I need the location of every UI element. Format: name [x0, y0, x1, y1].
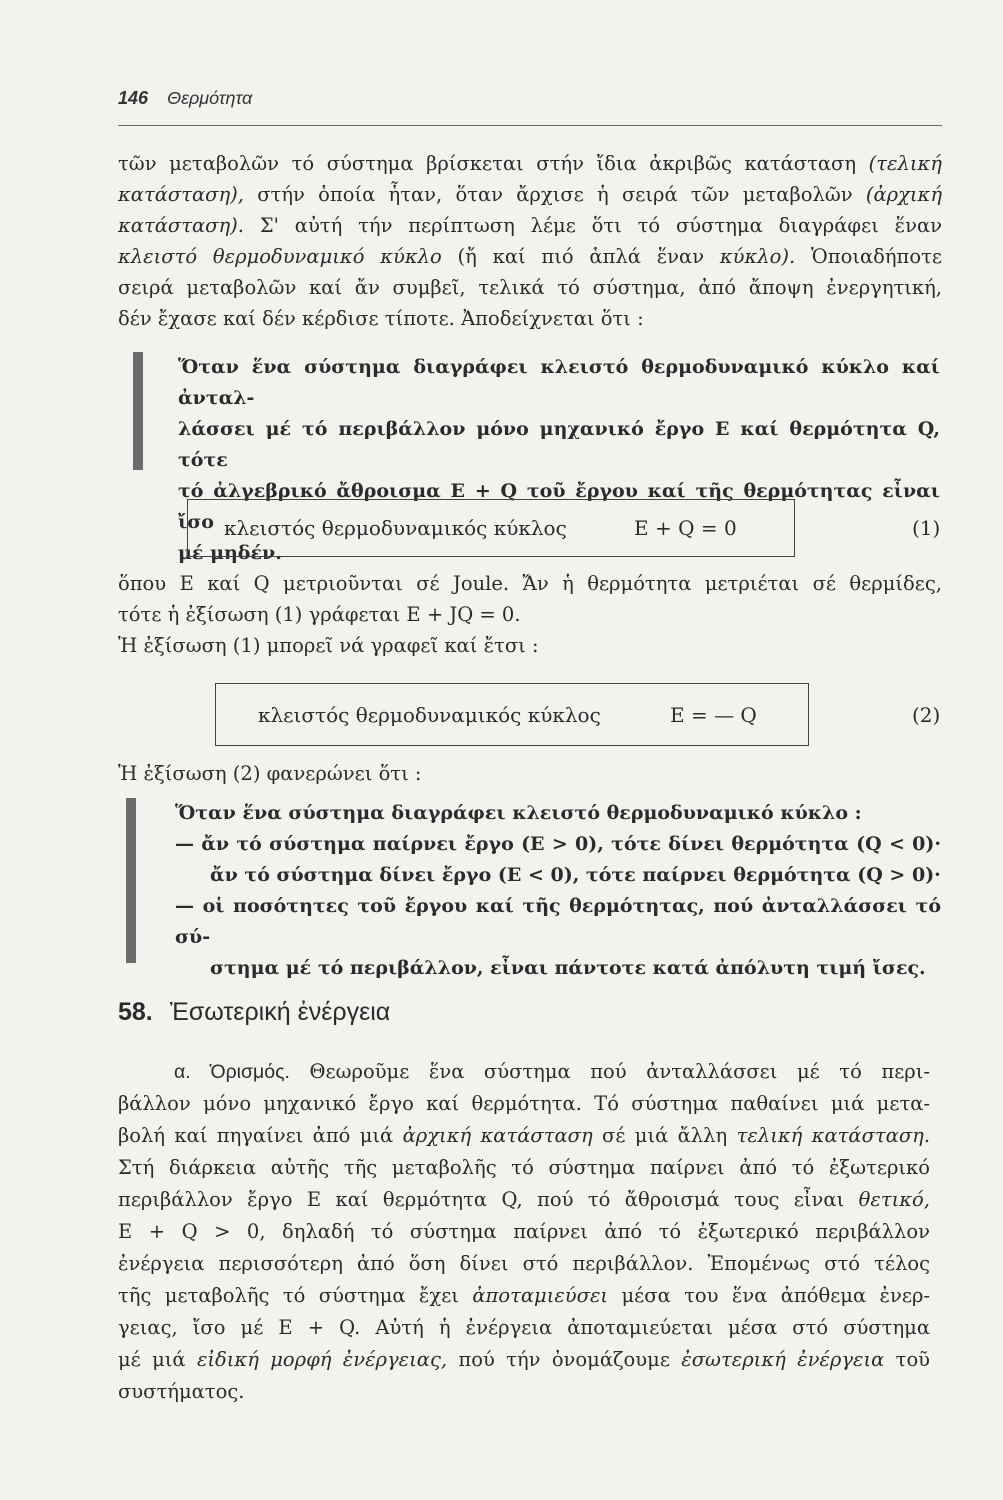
text-line: ὅπου E καί Q μετριοῦνται σέ Joule. Ἄν ἡ θερμότητα μετριέται σέ θερμίδες,: [118, 572, 942, 595]
equation-relation: E + Q = 0: [634, 516, 737, 540]
text-line: βάλλον μόνο μηχανικό ἔργο καί θερμότητα. Τό σύστημα παθαίνει μιά μετα-: [118, 1092, 930, 1115]
section-heading: [118, 998, 390, 1027]
header-rule: [118, 125, 942, 126]
theorem-line: τό ἀλγεβρικό ἄθροισμα E + Q τοῦ ἔργου καί τῆς θερμότητας εἶναι ἴσο: [178, 480, 940, 533]
text-line: μέ μιά εἰδική μορφή ἐνέργειας, πού τήν ὀνομάζουμε ἐσωτερική ἐνέργεια τοῦ: [118, 1348, 931, 1371]
text-line: Ἡ ἐξίσωση (1) μπορεῖ νά γραφεῖ καί ἔτσι :: [118, 634, 539, 657]
theorem-line: Ὅταν ἕνα σύστημα διαγράφει κλειστό θερμοδυναμικό κύκλο :: [175, 802, 862, 824]
theorem-line: Ὅταν ἕνα σύστημα διαγράφει κλειστό θερμοδυναμικό κύκλο καί ἀνταλ-: [178, 356, 940, 409]
text-line: α. Ὁρισμός. Θεωροῦμε ἕνα σύστημα πού ἀνταλλάσσει μέ τό περι-: [174, 1060, 930, 1083]
intro-line: κατάσταση), στήν ὁποία ἦταν, ὅταν ἄρχισε ἡ σειρά τῶν μεταβολῶν (ἀρχική: [118, 183, 943, 206]
text-line: βολή καί πηγαίνει ἀπό μιά ἀρχική κατάσταση σέ μιά ἄλλη τελική κατάσταση.: [118, 1124, 931, 1147]
equation-2-box: [215, 683, 809, 746]
intro-paragraph: [118, 148, 942, 334]
text-line: E + Q > 0, δηλαδή τό σύστημα παίρνει ἀπό τό ἐξωτερικό περιβάλλον: [118, 1220, 930, 1243]
definition-label: α. Ὁρισμός.: [174, 1061, 290, 1083]
text-line: γειας, ἴσο μέ E + Q. Αὐτή ἡ ἐνέργεια ἀποταμιεύεται μέσα στό σύστημα: [118, 1316, 930, 1339]
page-number: 146: [118, 88, 149, 108]
equation-1-box: [187, 499, 795, 557]
theorem-line: μέ μηδέν.: [178, 542, 282, 564]
intro-line: κλειστό θερμοδυναμικό κύκλο (ἤ καί πιό ἁπλά ἕναν κύκλο). Ὁποιαδήποτε: [118, 245, 942, 268]
text-line: περιβάλλον ἔργο E καί θερμότητα Q, πού τό ἄθροισμά τους εἶναι θετικό,: [118, 1188, 930, 1211]
theorem-line: ἄν τό σύστημα δίνει ἔργο (E < 0), τότε παίρνει θερμότητα (Q > 0)·: [210, 864, 941, 886]
after-equation-2: [118, 758, 942, 789]
page-header: [118, 88, 252, 109]
after-equation-1: [118, 568, 942, 661]
text-line: συστήματος.: [118, 1380, 245, 1403]
text-line: ἐνέργεια περισσότερη ἀπό ὅση δίνει στό περιβάλλον. Ἐπομένως στό τέλος: [118, 1252, 930, 1275]
equation-relation: E = — Q: [670, 702, 757, 727]
section-title: Ἐσωτερική ἐνέργεια: [169, 998, 391, 1026]
theorem-sidebar: [126, 798, 136, 963]
theorem-line: λάσσει μέ τό περιβάλλον μόνο μηχανικό ἔργο E καί θερμότητα Q, τότε: [178, 418, 940, 471]
text-line: τότε ἡ ἐξίσωση (1) γράφεται E + JQ = 0.: [118, 603, 521, 626]
section-number: 58.: [118, 998, 153, 1026]
equation-label: κλειστός θερμοδυναμικός κύκλος: [258, 702, 601, 727]
text-line: Στή διάρκεια αὐτῆς τῆς μεταβολῆς τό σύστημα παίρνει ἀπό τό ἐξωτερικό: [118, 1156, 930, 1179]
theorem-line: στημα μέ τό περιβάλλον, εἶναι πάντοτε κατά ἀπόλυτη τιμή ἴσες.: [210, 957, 926, 979]
intro-line: σειρά μεταβολῶν καί ἄν συμβεῖ, τελικά τό σύστημα, ἀπό ἄποψη ἐνεργητική,: [118, 276, 942, 299]
running-title: Θερμότητα: [167, 88, 253, 108]
equation-1-number: (1): [912, 516, 941, 540]
equation-2-number: (2): [912, 703, 941, 727]
intro-line: κατάσταση). Σ' αὐτή τήν περίπτωση λέμε ὅτι τό σύστημα διαγράφει ἕναν: [118, 214, 942, 237]
intro-line: τῶν μεταβολῶν τό σύστημα βρίσκεται στήν ἴδια ἀκριβῶς κατάσταση (τελική: [118, 152, 942, 175]
theorem-2: [175, 798, 941, 984]
equation-label: κλειστός θερμοδυναμικός κύκλος: [224, 516, 567, 540]
intro-line: δέν ἔχασε καί δέν κέρδισε τίποτε. Ἀποδείχνεται ὅτι :: [118, 307, 644, 330]
text-line: Ἡ ἐξίσωση (2) φανερώνει ὅτι :: [118, 762, 422, 785]
theorem-sidebar: [133, 352, 143, 470]
theorem-line: — οἱ ποσότητες τοῦ ἔργου καί τῆς θερμότητας, πού ἀνταλλάσσει τό σύ-: [175, 895, 941, 948]
definition-paragraph: [118, 1056, 930, 1408]
theorem-line: — ἄν τό σύστημα παίρνει ἔργο (E > 0), τότε δίνει θερμότητα (Q < 0)·: [175, 833, 941, 855]
text-line: τῆς μεταβολῆς τό σύστημα ἔχει ἀποταμιεύσει μέσα του ἕνα ἀπόθεμα ἐνερ-: [118, 1284, 930, 1307]
